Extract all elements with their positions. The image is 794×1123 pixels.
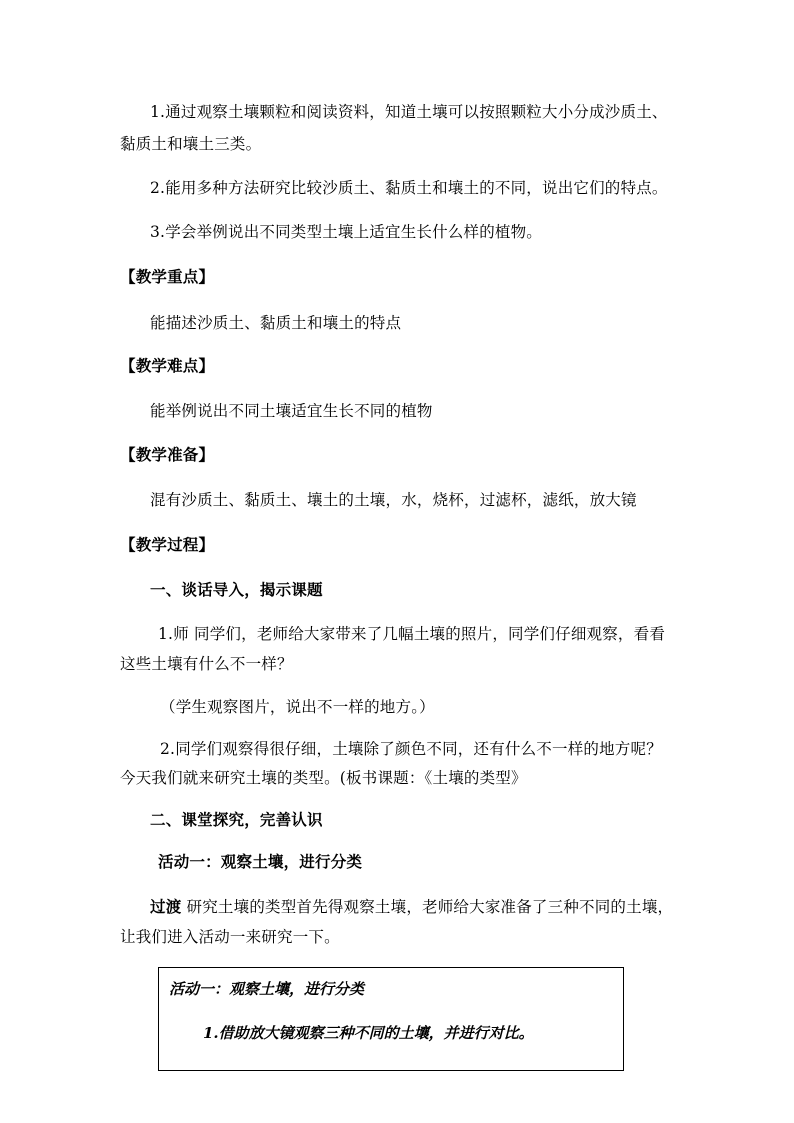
section-1-para-1-line-1: 1.师 同学们，老师给大家带来了几幅土壤的照片，同学们仔细观察，看看 — [158, 625, 666, 643]
process-heading: 【教学过程】 — [120, 535, 215, 554]
objective-1-line-1: 1.通过观察土壤颗粒和阅读资料，知道土壤可以按照颗粒大小分成沙质土、 — [150, 103, 668, 121]
section-1-note: （学生观察图片，说出不一样的地方。） — [160, 698, 435, 716]
key-points-heading: 【教学重点】 — [120, 267, 215, 286]
activity-box — [158, 967, 624, 1071]
section-1-para-1-line-2: 这些土壤有什么不一样？ — [120, 655, 293, 673]
difficulties-text: 能举例说出不同土壤适宜生长不同的植物 — [150, 402, 433, 420]
section-2-title: 二、课堂探究，完善认识 — [150, 810, 323, 829]
transition-line-2: 让我们进入活动一来研究一下。 — [120, 928, 340, 946]
activity-box-item-1: 1.借助放大镜观察三种不同的土壤，并进行对比。 — [203, 1024, 534, 1042]
key-points-text: 能描述沙质土、黏质土和壤土的特点 — [150, 314, 402, 332]
section-1-para-2-line-1: 2.同学们观察得很仔细，土壤除了颜色不同，还有什么不一样的地方呢？ — [160, 740, 662, 758]
transition-line-1 — [150, 897, 673, 917]
transition-label: 过渡 — [150, 897, 182, 916]
section-1-title: 一、谈话导入，揭示课题 — [150, 580, 323, 599]
difficulties-heading: 【教学难点】 — [120, 356, 215, 375]
preparation-text: 混有沙质土、黏质土、壤土的土壤，水，烧杯，过滤杯，滤纸，放大镜 — [150, 491, 637, 509]
activity-box-title: 活动一：观察土壤，进行分类 — [169, 980, 365, 998]
objective-2: 2.能用多种方法研究比较沙质土、黏质土和壤土的不同，说出它们的特点。 — [150, 179, 668, 197]
activity-1-title: 活动一：观察土壤，进行分类 — [158, 852, 363, 871]
objective-1-line-2: 黏质土和壤土三类。 — [120, 135, 262, 153]
preparation-heading: 【教学准备】 — [120, 445, 215, 464]
section-1-para-2-line-2: 今天我们就来研究土壤的类型。(板书课题：《土壤的类型》 — [120, 769, 527, 787]
transition-text: 研究土壤的类型首先得观察土壤，老师给大家准备了三种不同的土壤， — [181, 898, 674, 916]
objective-3: 3.学会举例说出不同类型土壤上适宜生长什么样的植物。 — [150, 223, 542, 241]
